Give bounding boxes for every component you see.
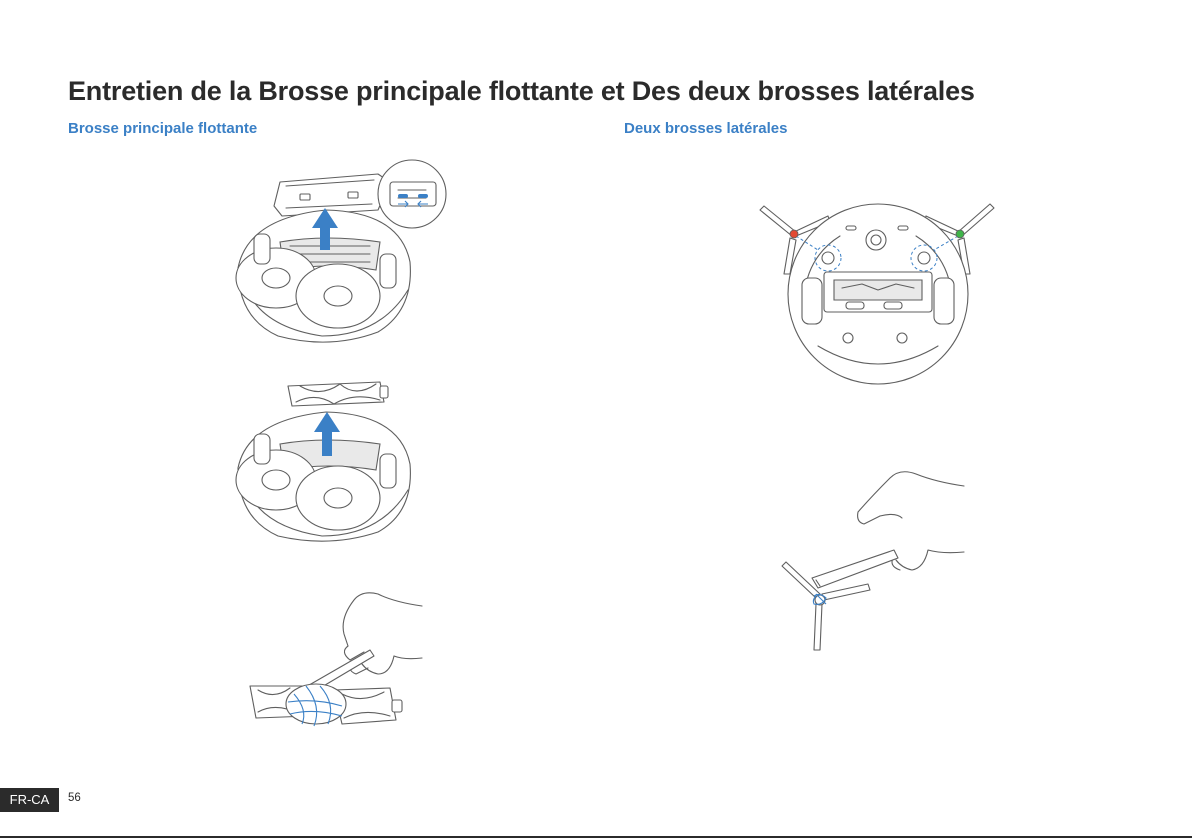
region-tag: FR-CA bbox=[0, 788, 59, 812]
bottom-rule bbox=[0, 836, 1192, 838]
left-section-title: Brosse principale flottante bbox=[68, 120, 258, 137]
page-number: 56 bbox=[68, 792, 81, 804]
figure-remove-main-brush bbox=[230, 372, 420, 552]
figure-clean-main-brush bbox=[244, 590, 424, 740]
right-section-title: Deux brosses latérales bbox=[624, 120, 788, 137]
figure-clean-side-brush bbox=[776, 466, 972, 656]
figure-remove-brush-cover bbox=[230, 150, 455, 355]
figure-robot-bottom-side-brushes bbox=[758, 196, 998, 391]
page-title: Entretien de la Brosse principale flottante et Des deux brosses latérales bbox=[68, 76, 975, 106]
